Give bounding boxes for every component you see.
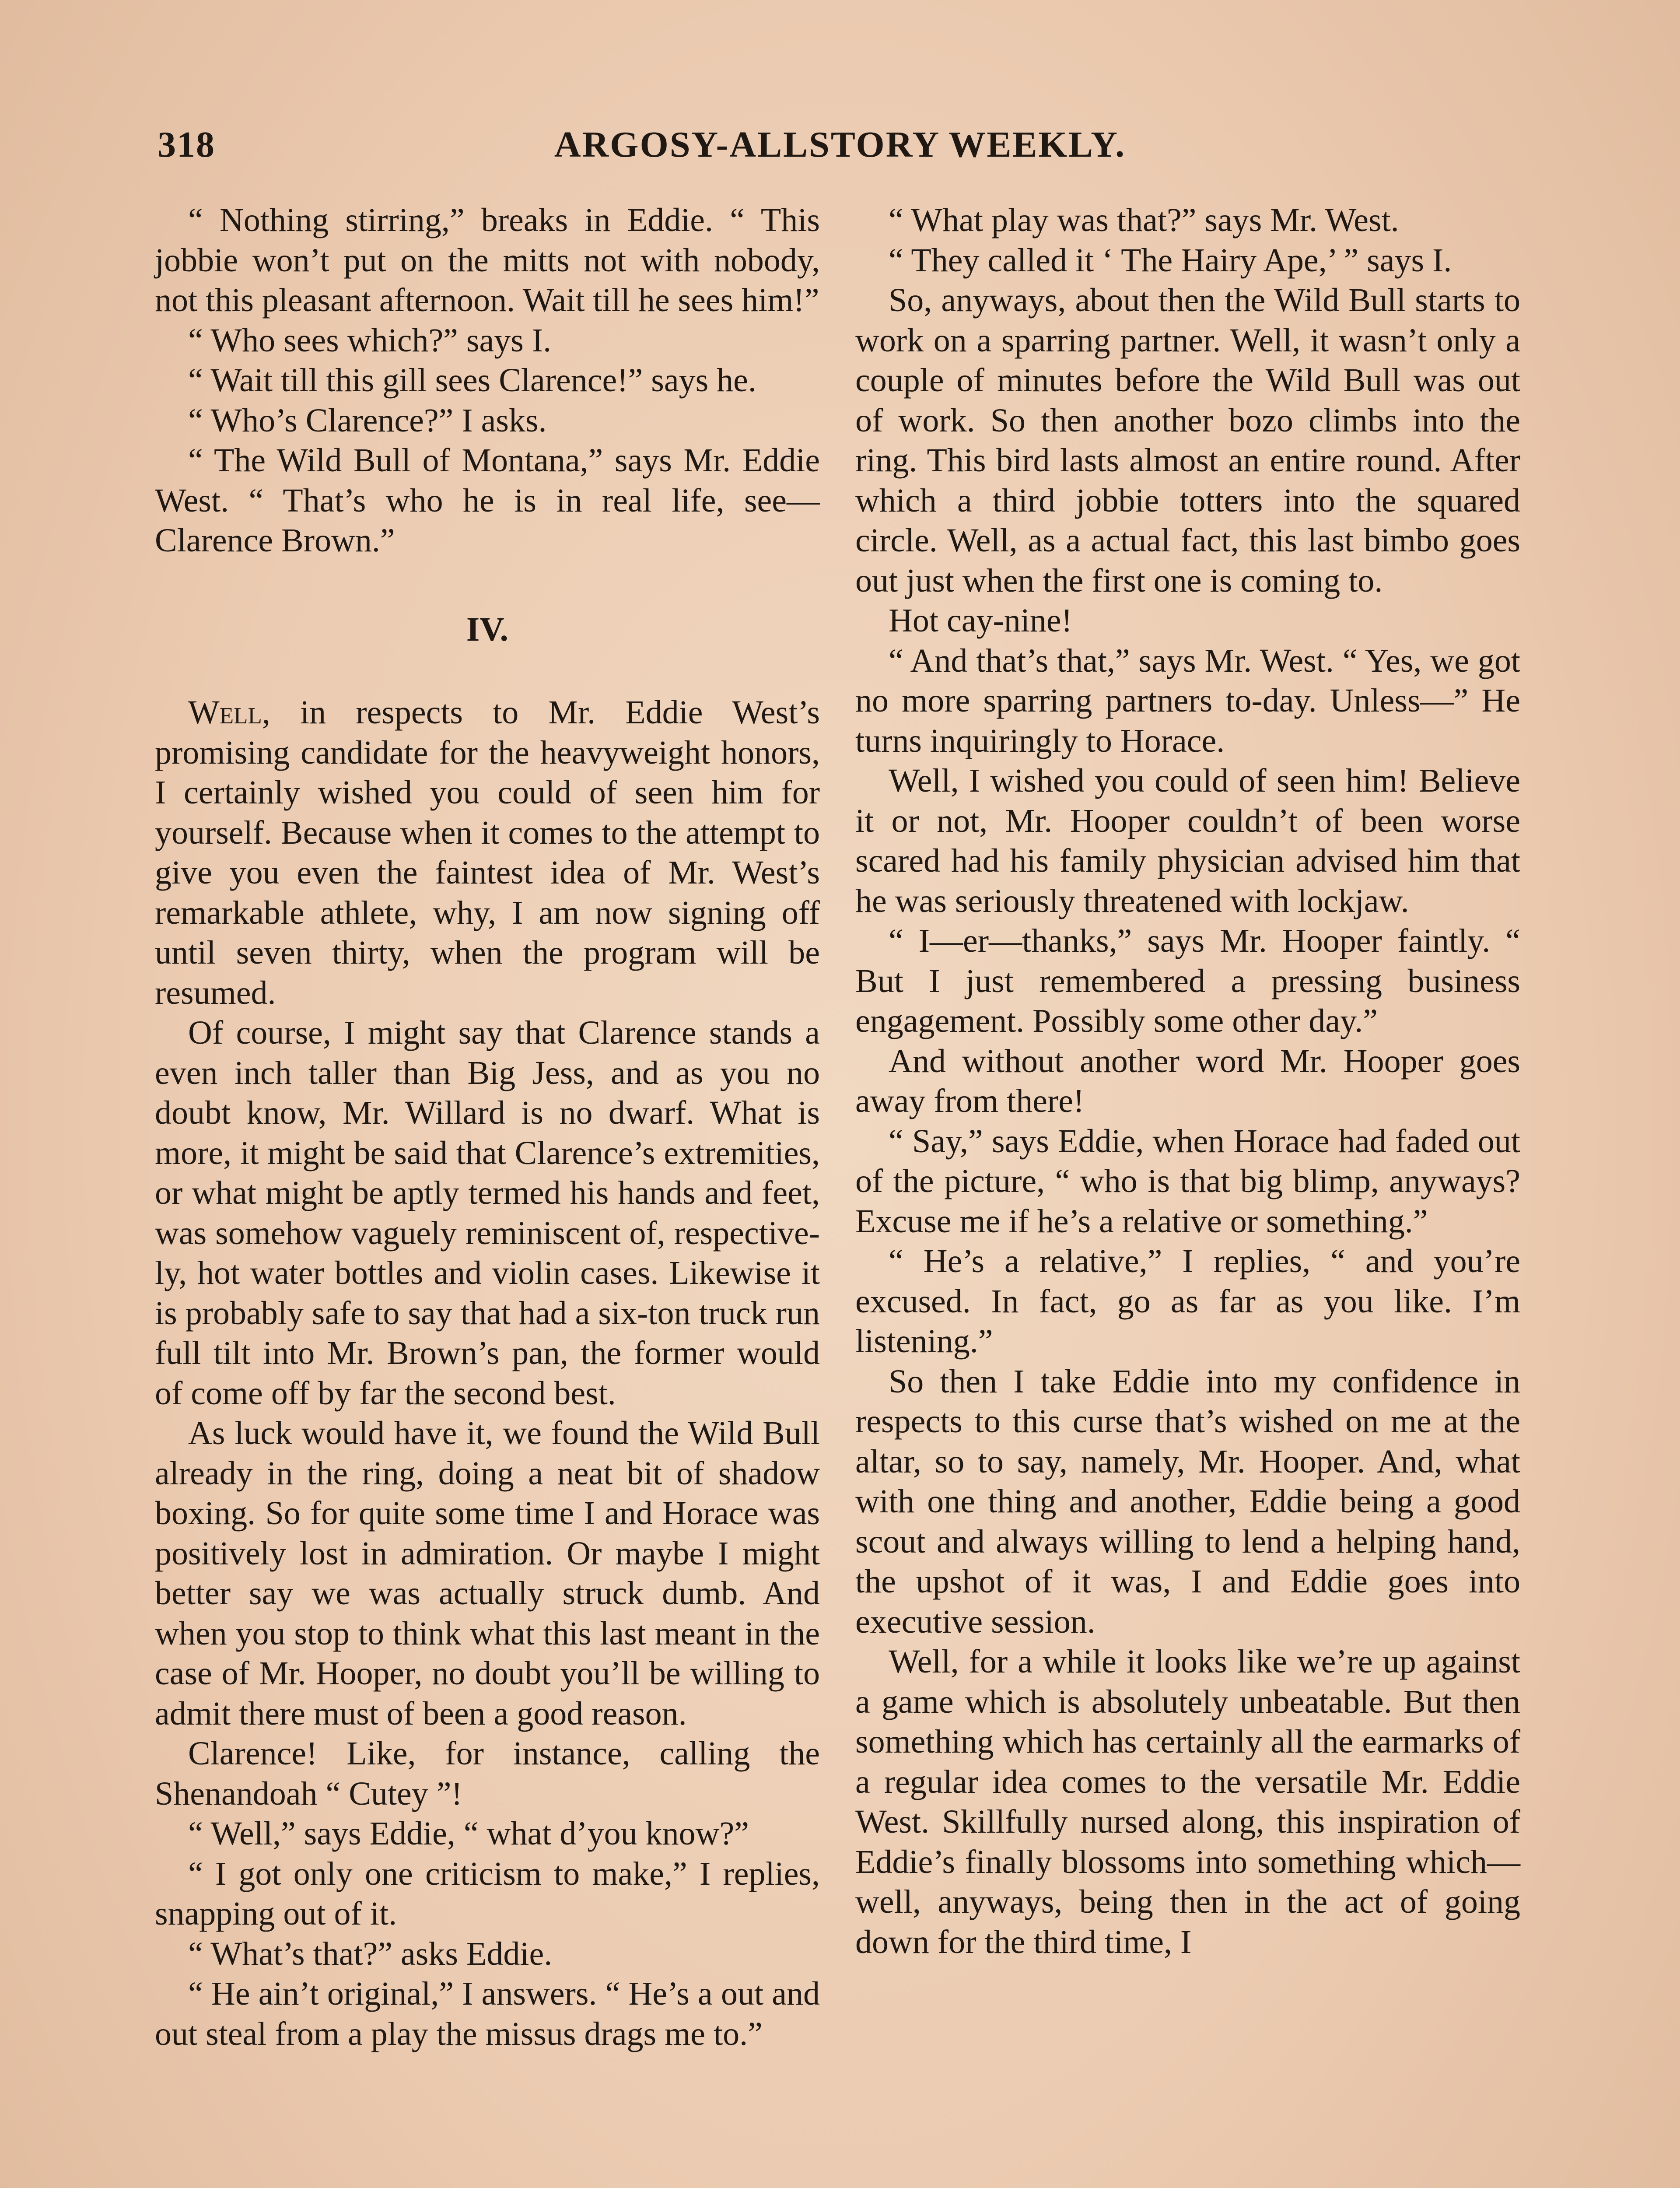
paragraph: “ He’s a relative,” I replies, “ and you’re excused. In fact, go as far as you like. I’m listening.”: [855, 1243, 1520, 1360]
paragraph: “ He ain’t original,” I answers. “ He’s a out and out steal from a play the missus drags me to.”: [155, 1975, 820, 2052]
paragraph-text: , in respects to Mr. Eddie West’s promising candidate for the heavyweight honors, I certainly wished you could of seen him for yourself. Because when it comes to the attempt to give you even the faintest idea of Mr. West’s remarkable athlete, why, I am now signing off until seven thirty, when the program will be resumed.: [155, 694, 820, 1011]
paragraph: “ I—er—thanks,” says Mr. Hooper faintly. “ But I just remembered a pressing business engagement. Possibly some other day.”: [855, 922, 1520, 1039]
paragraph: “ Wait till this gill sees Clarence!” says he.: [188, 362, 756, 399]
paragraph: So, anyways, about then the Wild Bull starts to work on a sparring partner. Well, it wasn’t only a couple of minutes before the Wild Bull was out of work. So then another bozo climbs into the ring. This bird lasts almost an entire round. After which a third jobbie totters into the squared circle. Well, as a actual fact, this last bimbo goes out just when the first one is coming to.: [855, 282, 1520, 599]
drop-word: Well: [188, 694, 262, 731]
paragraph: Hot cay-nine!: [889, 602, 1072, 639]
paragraph: [155, 693, 820, 1013]
page-number: 318: [158, 124, 215, 165]
paragraph: “ They called it ‘ The Hairy Ape,’ ” says I.: [889, 242, 1452, 279]
section-heading: IV.: [466, 610, 509, 648]
left-column: [155, 200, 820, 2054]
paragraph: As luck would have it, we found the Wild Bull already in the ring, doing a neat bit of shadow boxing. So for quite some time I and Horace was positively lost in admiration. Or maybe I might better say we was actually struck dumb. And when you stop to think what this last meant in the case of Mr. Hooper, no doubt you’ll be willing to admit there must of been a good reason.: [155, 1415, 820, 1732]
paragraph: Well, I wished you could of seen him! Believe it or not, Mr. Hooper couldn’t of been worse scared had his family physician advised him that he was seriously threatened with lockjaw.: [855, 762, 1520, 919]
page-header: [158, 123, 1522, 180]
paragraph: “ Who’s Clarence?” I asks.: [188, 402, 547, 439]
running-head: ARGOSY-ALLSTORY WEEKLY.: [554, 124, 1126, 165]
paragraph: “ And that’s that,” says Mr. West. “ Yes, we got no more sparring partners to-day. Unless—” He turns inquiringly to Horace.: [855, 642, 1520, 759]
paragraph: Well, for a while it looks like we’re up against a game which is absolutely unbeatable. But then something which has certainly all the earmarks of a regular idea comes to the versatile Mr. Eddie West. Skillfully nursed along, this inspiration of Eddie’s finally blossoms into something which—well, anyways, being then in the act of going down for the third time, I: [855, 1643, 1520, 1960]
paragraph: Clarence! Like, for instance, calling the Shenandoah “ Cutey ”!: [155, 1735, 820, 1812]
paragraph: “ Nothing stirring,” breaks in Eddie. “ This jobbie won’t put on the mitts not with nobody, not this pleasant afternoon. Wait till he sees him!”: [155, 202, 820, 319]
paragraph: And without another word Mr. Hooper goes away from there!: [855, 1042, 1520, 1119]
paragraph: Of course, I might say that Clarence stands a even inch taller than Big Jess, and as you no doubt know, Mr. Willard is no dwarf. What is more, it might be said that Clarence’s extremities, or what might be aptly termed his hands and feet, was somehow vaguely reminiscent of, respectively, hot water bottles and violin cases. Likewise it is probably safe to say that had a six-ton truck run full tilt into Mr. Brown’s pan, the former would of come off by far the second best.: [155, 1014, 820, 1412]
right-column: [855, 200, 1520, 1962]
paragraph: So then I take Eddie into my confidence in respects to this curse that’s wished on me at the altar, so to say, namely, Mr. Hooper. And, what with one thing and another, Eddie being a good scout and always willing to lend a helping hand, the upshot of it was, I and Eddie goes into executive session.: [855, 1363, 1520, 1640]
paragraph: “ I got only one criticism to make,” I replies, snapping out of it.: [155, 1855, 820, 1932]
paragraph: “ What’s that?” asks Eddie.: [188, 1935, 553, 1972]
paragraph: “ Say,” says Eddie, when Horace had faded out of the picture, “ who is that big blimp, anyways? Excuse me if he’s a relative or something.”: [855, 1122, 1520, 1240]
paragraph: “ Who sees which?” says I.: [188, 322, 552, 359]
paragraph: “ What play was that?” says Mr. West.: [889, 202, 1399, 238]
paragraph: “ The Wild Bull of Montana,” says Mr. Eddie West. “ That’s who he is in real life, see—Clarence Brown.”: [155, 442, 820, 559]
paragraph: “ Well,” says Eddie, “ what d’you know?”: [188, 1815, 749, 1852]
